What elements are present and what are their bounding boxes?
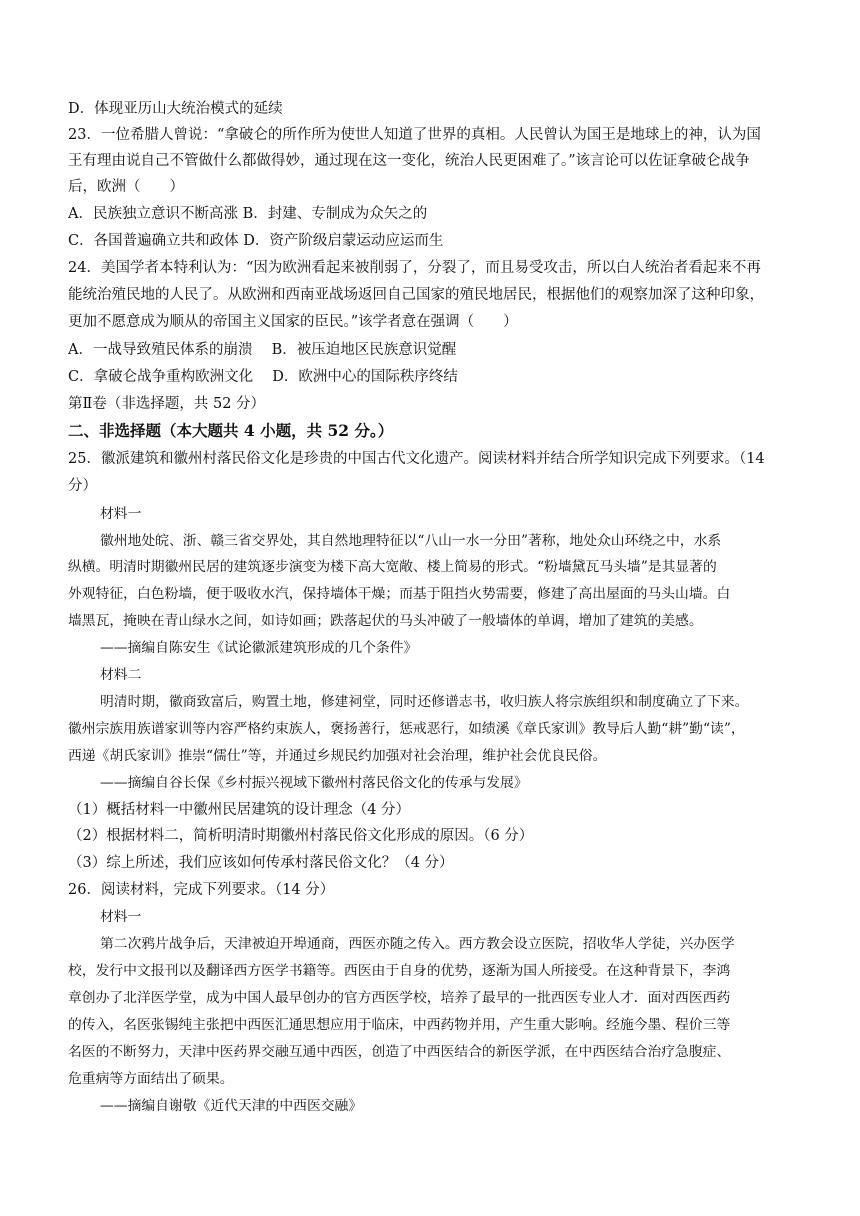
q26-material-1-line-1: 第二次鸦片战争后，天津被迫开埠通商，西医亦随之传入。西方教会设立医院，招收华人学徒，兴办医学 [100, 936, 735, 952]
q26-material-1-line-4: 的传入，名医张锡纯主张把中西医汇通思想应用于临床，中西药物并用，产生重大影响。经施今墨、程价三等 [68, 1017, 731, 1033]
material-2-line-2: 徽州宗族用族谱家训等内容严格约束族人，褒扬善行，惩戒恶行，如绩溪《章氏家训》教导后人勤“耕”勤“读”， [68, 721, 745, 737]
sub-question-1: （1）概括材料一中徽州民居建筑的设计理念（4 分） [68, 802, 411, 818]
section-heading: 二、非选择题（本大题共 4 小题，共 52 分。） [68, 421, 394, 440]
question-23-line-3: 后，欧洲（ ） [68, 179, 184, 195]
question-23-line-1: 23．一位希腊人曾说：“拿破仑的所作所为使世人知道了世界的真相。人民曾认为国王是地球上的神，认为国 [68, 127, 761, 143]
material-2-source: ——摘编自谷长保《乡村振兴视域下徽州村落民俗文化的传承与发展》 [100, 775, 528, 791]
q26-material-1-source: ——摘编自谢敬《近代天津的中西医交融》 [100, 1098, 363, 1114]
question-23-line-2: 王有理由说自己不管做什么都做得妙，通过现在这一变化，统治人民更困难了。”该言论可以佐证拿破仑战争 [68, 153, 750, 169]
question-24-options-cd: C．拿破仑战争重构欧洲文化 D．欧洲中心的国际秩序终结 [68, 369, 458, 385]
question-24-line-1: 24．美国学者本特利认为：“因为欧洲看起来被削弱了，分裂了，而且易受攻击，所以白人统治者看起来不再 [68, 260, 761, 276]
question-26-heading: 26．阅读材料，完成下列要求。（14 分） [68, 882, 335, 898]
q26-material-1-label: 材料一 [100, 909, 142, 925]
material-1-line-4: 墙黑瓦，掩映在青山绿水之间，如诗如画；跌落起伏的马头冲破了一般墙体的单调，增加了建筑的美感。 [68, 613, 703, 629]
material-1-line-2: 纵横。明清时期徽州民居的建筑逐步演变为楼下高大宽敞、楼上简易的形式。“粉墙黛瓦马头墙”是其显著的 [68, 559, 717, 575]
q26-material-1-line-5: 名医的不断努力，天津中医药界交融互通中西医，创造了中西医结合的新医学派，在中西医结合治疗急腹症、 [68, 1044, 731, 1060]
sub-question-2: （2）根据材料二，简析明清时期徽州村落民俗文化形成的原因。（6 分） [68, 828, 534, 844]
material-2-line-1: 明清时期，徽商致富后，购置土地，修建祠堂，同时还修谱志书，收归族人将宗族组织和制度确立了下来。 [100, 694, 749, 710]
material-1-line-1: 徽州地处皖、浙、赣三省交界处，其自然地理特征以“八山一水一分田”著称，地处众山环绕之中，水系 [100, 533, 722, 549]
material-2-line-3: 西递《胡氏家训》推崇“儒仕”等，并通过乡规民约加强对社会治理，维护社会优良民俗。 [68, 748, 607, 764]
question-25-line-1: 25．徽派建筑和徽州村落民俗文化是珍贵的中国古代文化遗产。阅读材料并结合所学知识完成下列要求。（14 [68, 451, 765, 467]
material-2-label: 材料二 [100, 667, 142, 683]
q26-material-1-line-3: 章创办了北洋医学堂，成为中国人最早创办的官方西医学校，培养了最早的一批西医专业人才．面对西医西药 [68, 990, 731, 1006]
question-23-options-ab: A．民族独立意识不断高涨 B．封建、专制成为众矢之的 [68, 206, 428, 222]
q26-material-1-line-2: 校，发行中文报刊以及翻译西方医学书籍等。西医由于自身的优势，逐渐为国人所接受。在这种背景下，李鸿 [68, 963, 731, 979]
question-24-line-2: 能统治殖民地的人民了。从欧洲和西南亚战场返回自己国家的殖民地居民，根据他们的观察加深了这种印象， [68, 287, 764, 303]
question-25-line-2: 分） [68, 478, 97, 494]
question-23-options-cd: C．各国普遍确立共和政体 D．资产阶级启蒙运动应运而生 [68, 233, 444, 249]
material-1-source: ——摘编自陈安生《试论徽派建筑形成的几个条件》 [100, 640, 418, 656]
part-2-heading: 第Ⅱ卷（非选择题，共 52 分） [68, 396, 266, 412]
q26-material-1-line-6: 危重病等方面结出了硕果。 [68, 1071, 234, 1087]
question-24-options-ab: A．一战导致殖民体系的崩溃 B．被压迫地区民族意识觉醒 [68, 342, 457, 358]
sub-question-3: （3）综上所述，我们应该如何传承村落民俗文化？（4 分） [68, 855, 454, 871]
material-1-line-3: 外观特征，白色粉墙，便于吸收水汽，保持墙体干燥；而基于阻挡火势需要，修建了高出屋面的马头山墙。白 [68, 586, 731, 602]
option-d-q22: D．体现亚历山大统治模式的延续 [68, 101, 283, 117]
question-24-line-3: 更加不愿意成为顺从的帝国主义国家的臣民。”该学者意在强调（ ） [68, 314, 518, 330]
material-1-label: 材料一 [100, 506, 142, 522]
